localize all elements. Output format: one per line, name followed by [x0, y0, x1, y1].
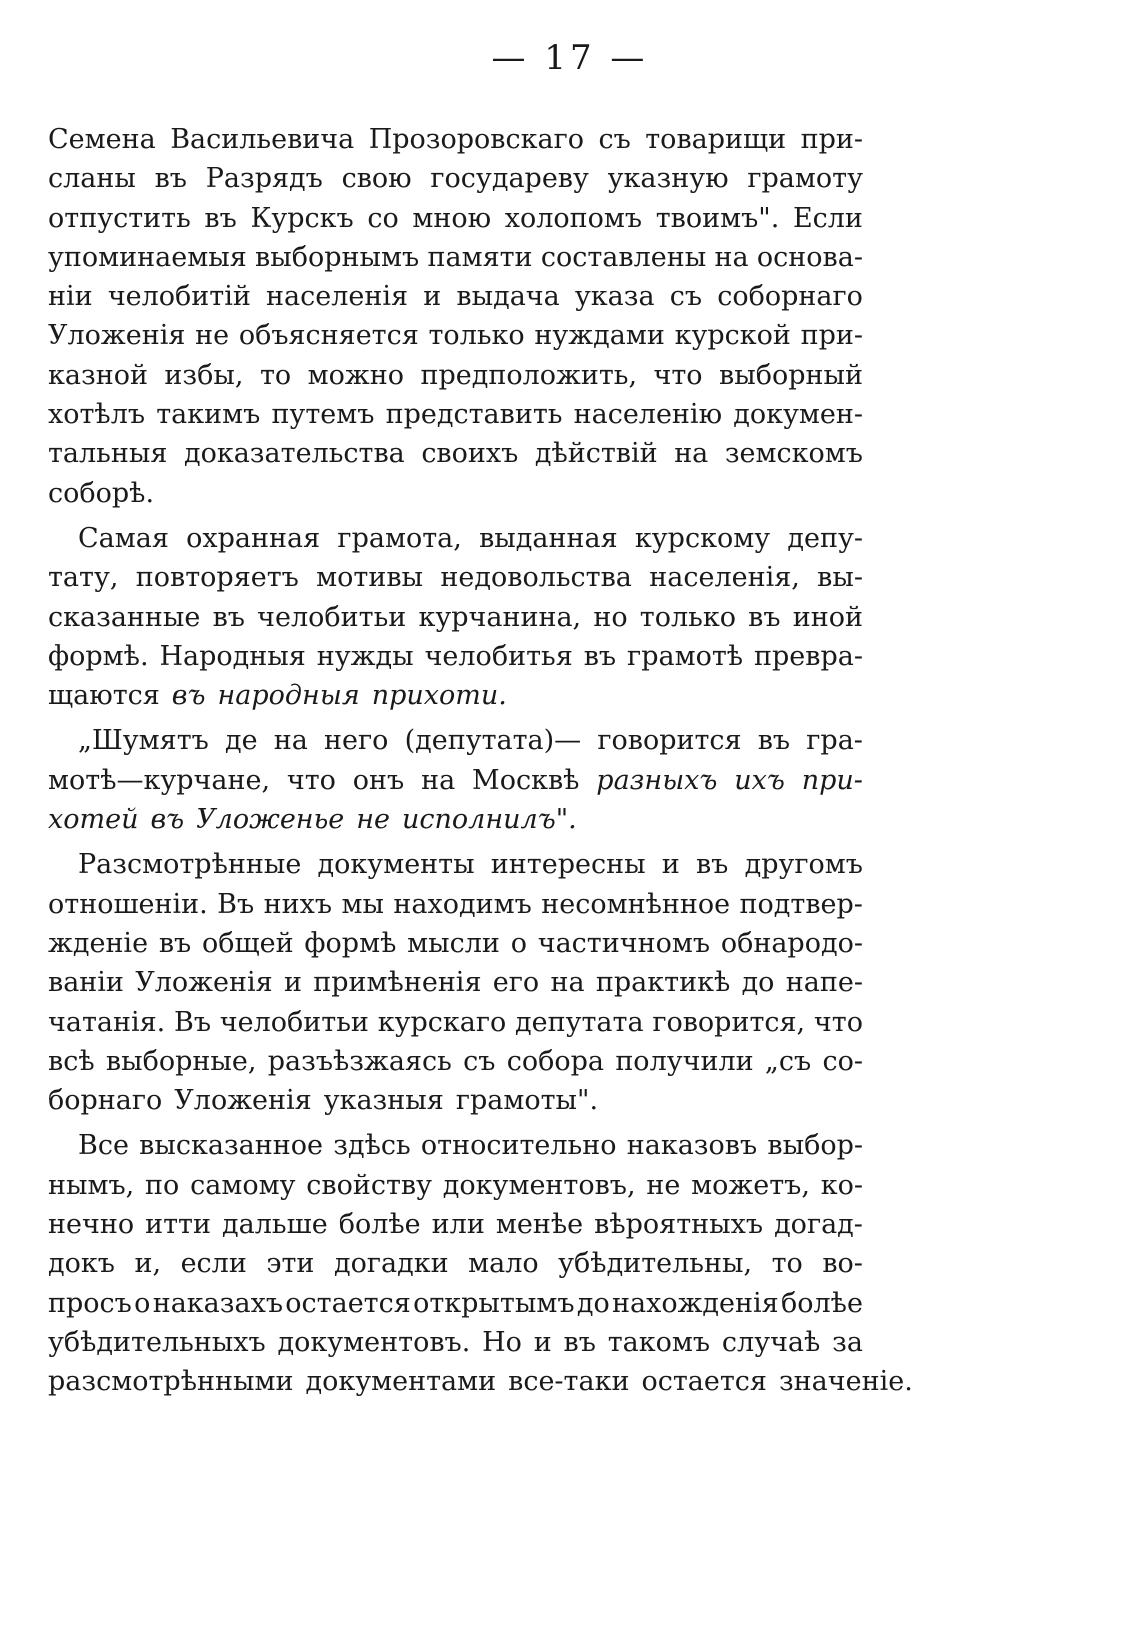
word: указныя [323, 1085, 444, 1117]
word: несомнѣнное [541, 888, 731, 920]
word: въ [158, 927, 192, 959]
word: если [180, 1248, 247, 1280]
word: только [639, 601, 736, 633]
word: тальныя [48, 438, 168, 470]
word: Если [792, 202, 863, 234]
word: мотивы [316, 562, 424, 594]
word: свою [341, 163, 412, 195]
word: формѣ [304, 927, 397, 959]
word: менѣе [495, 1209, 584, 1241]
word: что [653, 359, 703, 391]
word: при- [800, 124, 863, 155]
word: просъ [48, 1287, 132, 1319]
word: чатанія. [48, 1006, 166, 1038]
text-line [48, 761, 863, 800]
text-line [48, 963, 863, 1002]
word: Уложенія [135, 967, 273, 999]
word: въ [757, 725, 791, 757]
word: разъѣзжаясь [267, 1045, 452, 1077]
text-line [48, 356, 863, 395]
word: Прозоровскаго [368, 124, 584, 155]
word: съ [463, 1045, 496, 1077]
word: депутата [515, 1006, 644, 1038]
word: населенія, [649, 562, 800, 594]
text-line [48, 1081, 863, 1120]
word: не [195, 320, 230, 352]
word: выдача [456, 281, 560, 313]
word: на [714, 241, 749, 273]
word: документы [317, 849, 475, 881]
word: жденіе [48, 927, 149, 959]
word: твоимъ". [655, 202, 780, 234]
text-line [48, 1323, 863, 1362]
word: хотѣлъ [48, 399, 146, 431]
word: мною [412, 202, 492, 234]
text-line [48, 845, 863, 884]
word: охранная [186, 522, 321, 554]
word: основа- [756, 241, 863, 273]
word: въ [695, 849, 729, 881]
word: Разрядъ [205, 163, 323, 195]
word: челобитья [424, 640, 573, 672]
text-line [48, 1042, 863, 1081]
word: о [134, 1287, 151, 1319]
word: (депутата)— [404, 725, 582, 757]
word: находимъ [393, 888, 532, 920]
word: документовъ. [277, 1326, 471, 1358]
word: тату, [48, 562, 119, 594]
word: „Шумятъ [78, 725, 209, 757]
word: соборнаго [717, 281, 863, 313]
word: въ [154, 163, 187, 195]
word: о [510, 927, 527, 959]
word: холопомъ [504, 202, 643, 234]
word: курчанина, [418, 601, 582, 633]
word: или [431, 1209, 485, 1241]
word: и [283, 967, 302, 999]
word: что [813, 1006, 863, 1038]
word: на [273, 725, 308, 757]
text-line [48, 1284, 863, 1323]
word: наказовъ [626, 1130, 758, 1162]
word: хотей [48, 804, 139, 836]
word: Народныя [159, 640, 306, 672]
paragraph [48, 1126, 913, 1401]
word: другомъ [744, 849, 863, 881]
word: въ [212, 601, 245, 633]
word: разсмотрѣнными [48, 1366, 294, 1398]
text-line [48, 395, 863, 434]
word: курской [674, 320, 791, 352]
word: курскаго [377, 1006, 507, 1038]
word: обнародо- [720, 927, 863, 959]
word: собора [506, 1045, 605, 1077]
word: государеву [430, 163, 589, 195]
word: напе- [785, 967, 863, 999]
word: подтвер- [739, 888, 863, 920]
word: онъ [352, 764, 405, 796]
word: повторяетъ [135, 562, 299, 594]
word: на [674, 438, 709, 470]
word: по [145, 1169, 180, 1201]
word: челобитьи [257, 601, 407, 633]
word: населенія [266, 281, 409, 313]
text-line [48, 924, 863, 963]
word: выбор- [767, 1130, 863, 1162]
word: говорится, [652, 1006, 806, 1038]
word: можетъ, [691, 1169, 810, 1201]
word: вѣроятныхъ [594, 1209, 764, 1241]
word: предположить, [420, 359, 638, 391]
text-line [48, 474, 863, 513]
word: на [550, 967, 585, 999]
word: объясняется [238, 320, 419, 352]
word: при- [801, 764, 863, 796]
word: все-таки [508, 1366, 630, 1398]
word: Самая [78, 522, 169, 554]
word: докумен- [733, 399, 863, 431]
word: депу- [787, 522, 863, 554]
word: документами [305, 1366, 497, 1398]
word: Въ [174, 1006, 212, 1038]
page-number: — 17 — [491, 38, 649, 78]
word: самому [190, 1169, 296, 1201]
word: Курскъ [250, 202, 354, 234]
word: общей [202, 927, 294, 959]
word: представить [385, 399, 563, 431]
text-line [48, 1166, 863, 1205]
word: Но [482, 1326, 522, 1358]
text-line [48, 434, 863, 473]
word: ко- [820, 1169, 863, 1201]
paragraph [48, 845, 863, 1120]
word: то [771, 1248, 803, 1280]
word: болѣе [781, 1287, 863, 1319]
word: Семена [48, 124, 156, 155]
text-line [48, 316, 863, 355]
word: ихъ [734, 764, 785, 796]
text-line [48, 637, 863, 676]
word: случаѣ [721, 1326, 821, 1358]
paragraph [48, 120, 863, 513]
word: но [593, 601, 628, 633]
word: выборный [719, 359, 863, 391]
word: интересны [490, 849, 646, 881]
word: не [356, 804, 391, 836]
word: исполнилъ". [402, 804, 577, 836]
word: прихоти. [371, 680, 507, 712]
word: здѣсь [333, 1130, 411, 1162]
text-line [48, 721, 863, 760]
word: грамота, [337, 522, 462, 554]
word: дальше [222, 1209, 328, 1241]
word: де [225, 725, 258, 757]
word: товарищи [645, 124, 787, 155]
word: можно [307, 359, 404, 391]
word: щаются [48, 680, 160, 712]
word: въ [563, 1326, 596, 1358]
word: остается [641, 1366, 767, 1398]
word: памяти [427, 241, 533, 273]
word: то [259, 359, 292, 391]
word: говорится [597, 725, 742, 757]
word: вы- [817, 562, 863, 594]
word: нуждами [534, 320, 665, 352]
word: при- [800, 320, 863, 352]
word: итти [145, 1209, 211, 1241]
word: въ [171, 680, 206, 712]
word: ваніи [48, 967, 124, 999]
word: доказательства [183, 438, 405, 470]
word: открытымъ [413, 1287, 575, 1319]
text-line [48, 277, 863, 316]
word: Въ [217, 888, 255, 920]
word: въ [583, 640, 617, 672]
word: грамотѣ [627, 640, 744, 672]
word: Разсмотрѣнные [78, 849, 302, 881]
word: челобитій [107, 281, 251, 313]
word: убѣдительныхъ [48, 1326, 266, 1358]
word: догадки [333, 1248, 449, 1280]
word: мало [468, 1248, 539, 1280]
word: мысли [407, 927, 500, 959]
text-line [48, 159, 863, 198]
word: Васильевича [170, 124, 355, 155]
text-line [48, 199, 863, 238]
text-line [48, 120, 863, 159]
word: нымъ, [48, 1169, 135, 1201]
word: гра- [806, 725, 863, 757]
word: указную [607, 163, 729, 195]
word: недовольства [440, 562, 632, 594]
word: соборѣ. [48, 477, 155, 509]
paragraph [48, 519, 863, 715]
word: докъ [48, 1248, 115, 1280]
word: значеніе. [778, 1366, 913, 1398]
word: не [646, 1169, 681, 1201]
word: до [576, 1287, 610, 1319]
word: въ [150, 804, 185, 836]
text-line [48, 238, 863, 277]
word: относительно [420, 1130, 617, 1162]
word: Уложенье [196, 804, 345, 836]
word: борнаго [48, 1085, 163, 1117]
text-line [48, 558, 863, 597]
text-line [48, 1003, 863, 1042]
word: него [324, 725, 389, 757]
word: выборнымъ [255, 241, 420, 273]
body-text [48, 120, 913, 1402]
word: практикѣ [595, 967, 731, 999]
word: дѣйствій [534, 438, 658, 470]
word: Москвѣ [472, 764, 580, 796]
word: формѣ. [48, 640, 149, 672]
text-line [48, 800, 863, 839]
word: въ [748, 601, 781, 633]
word: ніи [48, 281, 93, 313]
word: народныя [217, 680, 360, 712]
word: въ [204, 202, 237, 234]
word: Уложенія [48, 320, 186, 352]
word: со- [822, 1045, 863, 1077]
word: остается [285, 1287, 411, 1319]
word: примѣненія [313, 967, 482, 999]
word: и [661, 849, 680, 881]
word: такимъ [156, 399, 261, 431]
word: „съ [764, 1045, 812, 1077]
text-line [48, 598, 863, 637]
word: сказанные [48, 601, 201, 633]
word: составлены [540, 241, 707, 273]
word: его [492, 967, 540, 999]
word: земскомъ [724, 438, 863, 470]
word: и [533, 1326, 552, 1358]
word: болѣе [338, 1209, 421, 1241]
word: нихъ [263, 888, 333, 920]
text-line [48, 519, 863, 558]
word: мы [341, 888, 384, 920]
word: нахожденія [612, 1287, 779, 1319]
word: получили [615, 1045, 754, 1077]
text-line [48, 1362, 913, 1401]
word: Все [78, 1130, 129, 1162]
word: сланы [48, 163, 136, 195]
word: на [421, 764, 456, 796]
word: за [832, 1326, 863, 1358]
text-line [48, 885, 863, 924]
word: нужды [316, 640, 414, 672]
word: мотѣ—курчане, [48, 764, 271, 796]
word: грамоты". [455, 1085, 599, 1117]
word: выданная [479, 522, 618, 554]
word: разныхъ [596, 764, 718, 796]
word: своихъ [421, 438, 519, 470]
word: что [286, 764, 336, 796]
word: отпустить [48, 202, 191, 234]
text-line [48, 1205, 863, 1244]
word: и [423, 281, 442, 313]
word: иной [792, 601, 863, 633]
word: челобитьи [219, 1006, 369, 1038]
word: во- [822, 1248, 863, 1280]
word: отношеніи. [48, 888, 208, 920]
word: курскому [634, 522, 771, 554]
word: эти [266, 1248, 315, 1280]
word: наказахъ [152, 1287, 283, 1319]
word: съ [669, 281, 703, 313]
word: населенію [573, 399, 723, 431]
paragraph [48, 721, 863, 839]
word: казной [48, 359, 148, 391]
word: избы, [164, 359, 244, 391]
word: нечно [48, 1209, 135, 1241]
text-line [48, 1126, 863, 1165]
word: только [428, 320, 525, 352]
word: выборные, [105, 1045, 257, 1077]
word: указа [574, 281, 655, 313]
word: съ [598, 124, 631, 155]
word: всѣ [48, 1045, 95, 1077]
text-line [48, 676, 863, 715]
word: убѣдительны, [558, 1248, 753, 1280]
word: и, [134, 1248, 162, 1280]
text-line [48, 1244, 863, 1283]
word: упоминаемыя [48, 241, 247, 273]
word: путемъ [271, 399, 375, 431]
word: такомъ [607, 1326, 711, 1358]
word: частичномъ [537, 927, 711, 959]
word: до [741, 967, 775, 999]
word: превра- [754, 640, 863, 672]
word: высказанное [139, 1130, 324, 1162]
word: со [367, 202, 399, 234]
word: документовъ, [442, 1169, 636, 1201]
word: Уложенія [174, 1085, 312, 1117]
word: грамоту [747, 163, 863, 195]
word: догад- [774, 1209, 863, 1241]
word: свойству [306, 1169, 432, 1201]
